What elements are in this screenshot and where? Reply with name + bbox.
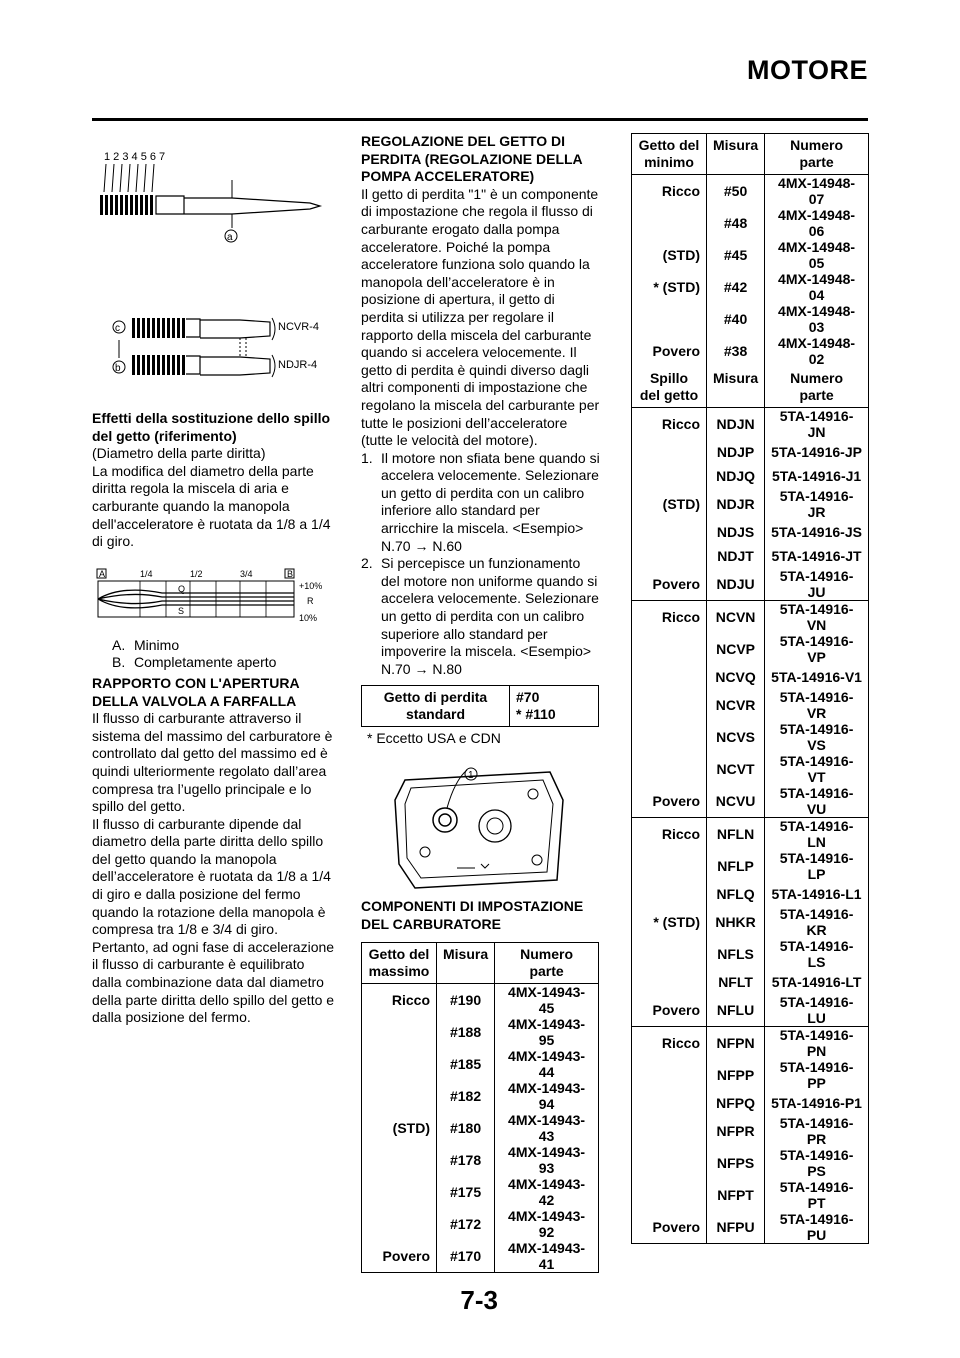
- paragraph-leak-jet: Il getto di perdita "1" è un componente di impostazione che regola il flusso di carburante erogato dalla pompa acceleratore. Poiché la pompa acceleratore funziona solo quando la manopola dell’acceleratore è in posizione di apertura, il getto di perdita si utilizza per regolare il rapporto della miscela del carburante quando si accelera velocemente. Il getto di perdita è quindi diverso dagli altri componenti di impostazione che regolano la miscela del carburante per tutte le posizioni dell’acceleratore (tutte le velocità del motore).: [361, 185, 600, 449]
- table-cell: NCVT: [707, 753, 765, 785]
- table-row: [632, 335, 869, 367]
- table-cell: [632, 207, 707, 239]
- table-cell: NFPS: [707, 1147, 765, 1179]
- header-cell: Getto del massimo: [362, 943, 437, 984]
- table-row: [632, 488, 869, 520]
- table-row: [632, 1211, 869, 1244]
- needle-top-name: NCVR-4: [278, 321, 319, 333]
- table-row: [632, 303, 869, 335]
- header-cell: Misura: [707, 367, 765, 408]
- table-cell: #170: [437, 1240, 495, 1273]
- table-cell: NDJQ: [707, 464, 765, 488]
- table-row: [632, 440, 869, 464]
- table-cell: 5TA-14916-JN: [765, 408, 869, 441]
- table-cell: NCVS: [707, 721, 765, 753]
- table-cell: [362, 1016, 437, 1048]
- table-cell: #172: [437, 1208, 495, 1240]
- table-cell: [632, 938, 707, 970]
- table-cell: [632, 1179, 707, 1211]
- table-cell: 5TA-14916-V1: [765, 665, 869, 689]
- table-cell: [632, 665, 707, 689]
- table-row: [632, 207, 869, 239]
- table-cell: 5TA-14916-VU: [765, 785, 869, 818]
- table-cell: 5TA-14916-P1: [765, 1091, 869, 1115]
- needle-label-b: b: [115, 363, 121, 374]
- table-cell: #48: [707, 207, 765, 239]
- legend-item: A. Minimo: [112, 636, 180, 653]
- header-cell: Numero parte: [495, 943, 599, 984]
- table-cell: 5TA-14916-VN: [765, 601, 869, 634]
- carburetor-figure: [385, 760, 570, 895]
- table-row: [632, 239, 869, 271]
- table-row: [632, 1179, 869, 1211]
- table-cell: #45: [707, 239, 765, 271]
- paragraph-main-system: Il flusso di carburante attraverso il sistema del massimo del carburatore è controllato dal getto del massimo ed è quindi ulteriormente regolato dall’area compresa tra l’ugello principale e lo spillo del getto.: [92, 710, 333, 815]
- table-row: [632, 994, 869, 1027]
- diagram-minus-ten: 10%: [299, 612, 318, 623]
- table-cell: NFPQ: [707, 1091, 765, 1115]
- table-cell: NCVP: [707, 633, 765, 665]
- table-subheader-row: [632, 367, 869, 408]
- table-cell: #190: [437, 984, 495, 1017]
- table-cell: (STD): [662, 496, 700, 512]
- header-cell: Spillo del getto: [632, 367, 707, 408]
- table-cell: [632, 1059, 707, 1091]
- diagram-plus-ten: +10%: [299, 580, 323, 591]
- table-cell: [632, 970, 707, 994]
- table-cell: NHKR: [707, 906, 765, 938]
- table-row: [362, 984, 599, 1017]
- table-cell: 5TA-14916-VT: [765, 753, 869, 785]
- list-item: 2. Si percepisce un funzionamento del motore non uniforme quando si accelera velocemente. Selezionare un getto di perdita con un calibro superiore allo standard per impoverire la miscela. <Esempio> N.70 → N.80: [361, 555, 599, 677]
- table-cell: (STD): [392, 1120, 430, 1136]
- diagram-tick-three-quarter: 3/4: [240, 568, 253, 579]
- diagram-q: Q: [178, 583, 186, 594]
- section-heading-throttle: RAPPORTO CON L'APERTURA DELLA VALVOLA A FARFALLA: [92, 674, 300, 709]
- table-cell: NFPN: [707, 1027, 765, 1060]
- throttle-opening-diagram: [92, 563, 337, 633]
- needle-comparison-figure: [92, 300, 332, 390]
- table-cell: Povero: [652, 343, 700, 359]
- section-heading-leak-jet: REGOLAZIONE DEL GETTO DI PERDITA (REGOLAZIONE DELLA POMPA ACCELERATORE): [361, 133, 583, 185]
- needle-label-c: c: [115, 323, 120, 334]
- table-row: [632, 906, 869, 938]
- table-row: [632, 818, 869, 851]
- table-cell: NCVU: [707, 785, 765, 818]
- table-row: [632, 1091, 869, 1115]
- table-row: [632, 753, 869, 785]
- table-cell: NFPR: [707, 1115, 765, 1147]
- table-cell: 4MX-14948-05: [765, 239, 869, 271]
- table-cell: 5TA-14916-PS: [765, 1147, 869, 1179]
- header-cell: Numero parte: [765, 134, 869, 175]
- table-row: [362, 1112, 599, 1144]
- table-row: [632, 520, 869, 544]
- table-cell: #188: [437, 1016, 495, 1048]
- table-cell: #38: [707, 335, 765, 367]
- section-subheading: (Diametro della parte diritta): [92, 445, 266, 462]
- table-cell: 5TA-14916-LS: [765, 938, 869, 970]
- table-cell: NFLN: [707, 818, 765, 851]
- table-cell: 5TA-14916-L1: [765, 882, 869, 906]
- header-cell: Getto del minimo: [632, 134, 707, 175]
- table-row: [362, 1016, 599, 1048]
- table-cell: NFLU: [707, 994, 765, 1027]
- diagram-tick-half: 1/2: [190, 568, 203, 579]
- table-cell: 4MX-14943-94: [495, 1080, 599, 1112]
- table-row: [632, 271, 869, 303]
- table-cell: 5TA-14916-LN: [765, 818, 869, 851]
- legend-item: B. Completamente aperto: [112, 654, 277, 671]
- table-cell: 4MX-14943-95: [495, 1016, 599, 1048]
- table-cell: Ricco: [632, 1027, 707, 1060]
- table-row: [632, 175, 869, 208]
- needle-label-a: a: [227, 232, 233, 243]
- table-cell: 4MX-14948-06: [765, 207, 869, 239]
- table-cell: NFPP: [707, 1059, 765, 1091]
- table-cell: 4MX-14948-02: [765, 335, 869, 367]
- table-cell: 5TA-14916-KR: [765, 906, 869, 938]
- table-cell: 5TA-14916-J1: [765, 464, 869, 488]
- table-cell: 4MX-14943-44: [495, 1048, 599, 1080]
- table-cell: #40: [707, 303, 765, 335]
- table-cell: NCVN: [707, 601, 765, 634]
- main-jet-table: [361, 942, 599, 1273]
- table-cell: (STD): [662, 247, 700, 263]
- table-row: [632, 568, 869, 601]
- table-cell: NCVQ: [707, 665, 765, 689]
- diagram-tick-quarter: 1/4: [140, 568, 153, 579]
- table-cell: NDJP: [707, 440, 765, 464]
- diagram-label-b: B: [287, 568, 294, 579]
- table-cell: [632, 303, 707, 335]
- table-cell: 5TA-14916-JT: [765, 544, 869, 568]
- table-cell: [632, 464, 707, 488]
- header-cell: Numero parte: [765, 367, 869, 408]
- table-cell: #178: [437, 1144, 495, 1176]
- standard-leak-jet-table: [361, 685, 599, 727]
- table-cell: 4MX-14948-03: [765, 303, 869, 335]
- table-row: [362, 1048, 599, 1080]
- table-row: [632, 1147, 869, 1179]
- table-row: [632, 882, 869, 906]
- table-cell: 5TA-14916-JR: [765, 488, 869, 520]
- table-cell: [632, 1147, 707, 1179]
- table-cell: 5TA-14916-PN: [765, 1027, 869, 1060]
- table-cell: #182: [437, 1080, 495, 1112]
- table-row: [632, 408, 869, 441]
- table-cell: NDJN: [707, 408, 765, 441]
- table-cell: [632, 1115, 707, 1147]
- table-cell: 5TA-14916-LU: [765, 994, 869, 1027]
- table-cell: 4MX-14943-41: [495, 1240, 599, 1273]
- table-cell: NFLS: [707, 938, 765, 970]
- table-cell: #42: [707, 271, 765, 303]
- table-cell: Povero: [652, 1219, 700, 1235]
- table-row: [632, 1115, 869, 1147]
- table-cell: NFLQ: [707, 882, 765, 906]
- paragraph-balance: Pertanto, ad ogni fase di accelerazione il flusso di carburante è equilibrato dalla combinazione data dal diametro della parte diritta dello spillo del getto e dalla posizione del fermo.: [92, 938, 335, 1026]
- table-cell: Ricco: [391, 992, 430, 1008]
- callout-1: 1: [468, 770, 474, 781]
- table-cell: [632, 544, 707, 568]
- table-row: [362, 1240, 599, 1273]
- table-cell: [362, 1144, 437, 1176]
- table-cell: 5TA-14916-PR: [765, 1115, 869, 1147]
- table-cell: 5TA-14916-LP: [765, 850, 869, 882]
- diagram-s: S: [178, 605, 185, 616]
- left-column: [92, 410, 337, 1027]
- table-cell: * (STD): [653, 914, 700, 930]
- table-cell: * (STD): [653, 279, 700, 295]
- needle-clip-numbers: 1 2 3 4 5 6 7: [104, 151, 166, 163]
- std-leak-values: #70 * #110: [510, 686, 599, 727]
- table-cell: NDJT: [707, 544, 765, 568]
- table-cell: 5TA-14916-VR: [765, 689, 869, 721]
- table-row: [632, 633, 869, 665]
- table-row: [632, 970, 869, 994]
- table-row: [632, 850, 869, 882]
- table-cell: NDJR: [707, 488, 765, 520]
- table-cell: [632, 721, 707, 753]
- table-cell: [632, 850, 707, 882]
- table-cell: 5TA-14916-JP: [765, 440, 869, 464]
- table-cell: 5TA-14916-LT: [765, 970, 869, 994]
- table-cell: Povero: [382, 1248, 430, 1264]
- middle-column: [361, 133, 601, 678]
- table-cell: [632, 633, 707, 665]
- table-row: [632, 544, 869, 568]
- table-cell: NFLP: [707, 850, 765, 882]
- table-cell: 5TA-14916-JU: [765, 568, 869, 601]
- header-cell: Misura: [437, 943, 495, 984]
- table-cell: [362, 1080, 437, 1112]
- page-header-title: MOTORE: [746, 55, 868, 85]
- table-row: [362, 1176, 599, 1208]
- diagram-label-a: A: [99, 568, 106, 579]
- table-row: [362, 1208, 599, 1240]
- table-row: [632, 785, 869, 818]
- table-cell: #50: [707, 175, 765, 208]
- table-cell: Povero: [652, 1002, 700, 1018]
- table-cell: NDJS: [707, 520, 765, 544]
- table-cell: 4MX-14943-92: [495, 1208, 599, 1240]
- section-heading-components: COMPONENTI DI IMPOSTAZIONE DEL CARBURATORE: [361, 898, 584, 932]
- table-cell: Ricco: [632, 818, 707, 851]
- diagram-legend: [112, 637, 337, 672]
- header-cell: Misura: [707, 134, 765, 175]
- table-cell: NFLT: [707, 970, 765, 994]
- table-cell: [362, 1176, 437, 1208]
- table-cell: 4MX-14943-45: [495, 984, 599, 1017]
- table-row: [362, 1144, 599, 1176]
- table-cell: [632, 689, 707, 721]
- table-cell: [632, 753, 707, 785]
- pilot-and-needle-table: [631, 133, 869, 1244]
- table-row: [632, 689, 869, 721]
- table-cell: #175: [437, 1176, 495, 1208]
- header-rule: [92, 118, 868, 121]
- table-cell: Ricco: [632, 601, 707, 634]
- table-row: [632, 464, 869, 488]
- table-cell: [632, 440, 707, 464]
- jet-needle-figure: [92, 140, 332, 250]
- paragraph-diameter: La modifica del diametro della parte diritta regola la miscela di aria e carburante quando la manopola dell'acceleratore è ruotata da 1/8 a 1/4 di giro.: [92, 462, 331, 550]
- table-row: [632, 938, 869, 970]
- table-cell: #180: [437, 1112, 495, 1144]
- table-row: [632, 1059, 869, 1091]
- table-row: [632, 721, 869, 753]
- table-cell: [632, 882, 707, 906]
- table-cell: 5TA-14916-VP: [765, 633, 869, 665]
- page-number: 7-3: [460, 1285, 498, 1315]
- table-cell: NCVR: [707, 689, 765, 721]
- table-row: [632, 665, 869, 689]
- table-cell: 5TA-14916-PU: [765, 1211, 869, 1244]
- table-row: [362, 1080, 599, 1112]
- table-cell: Povero: [652, 576, 700, 592]
- table-cell: #185: [437, 1048, 495, 1080]
- table-cell: [632, 1091, 707, 1115]
- table-row: [632, 601, 869, 634]
- table-cell: [362, 1208, 437, 1240]
- table-cell: NFPT: [707, 1179, 765, 1211]
- table-cell: 5TA-14916-JS: [765, 520, 869, 544]
- table-cell: NDJU: [707, 568, 765, 601]
- needle-bottom-name: NDJR-4: [278, 359, 318, 371]
- table-cell: Ricco: [661, 183, 700, 199]
- list-item: 1. Il motore non sfiata bene quando si accelera velocemente. Selezionare un getto di perdita con un calibro inferiore allo standard per arricchire la miscela. <Esempio> N.70 → N.60: [361, 449, 600, 554]
- section-heading-needle-effects: Effetti della sostituzione dello spillo del getto (riferimento): [92, 410, 331, 444]
- table-row: [632, 1027, 869, 1060]
- table-cell: 4MX-14943-93: [495, 1144, 599, 1176]
- diagram-r: R: [307, 595, 314, 606]
- table-cell: 5TA-14916-PT: [765, 1179, 869, 1211]
- table-cell: 4MX-14943-42: [495, 1176, 599, 1208]
- table-cell: 4MX-14943-43: [495, 1112, 599, 1144]
- table-footnote: * Eccetto USA e CDN: [367, 730, 501, 746]
- table-cell: 4MX-14948-07: [765, 175, 869, 208]
- table-cell: Ricco: [661, 416, 700, 432]
- table-cell: 4MX-14948-04: [765, 271, 869, 303]
- table-cell: NFPU: [707, 1211, 765, 1244]
- table-cell: 5TA-14916-PP: [765, 1059, 869, 1091]
- table-cell: [632, 520, 707, 544]
- paragraph-fuel-flow: Il flusso di carburante dipende dal diametro della parte diritta dello spillo del getto quando la manopola dell’acceleratore è ruotata da 1/8 a 1/4 di giro e dalla posizione del fermo quando la rotazione della manopola è compresa tra 1/8 e 3/4 di giro.: [92, 815, 331, 938]
- table-cell: [362, 1048, 437, 1080]
- table-cell: Povero: [652, 793, 700, 809]
- std-leak-label: Getto di perdita standard: [383, 689, 488, 722]
- table-cell: 5TA-14916-VS: [765, 721, 869, 753]
